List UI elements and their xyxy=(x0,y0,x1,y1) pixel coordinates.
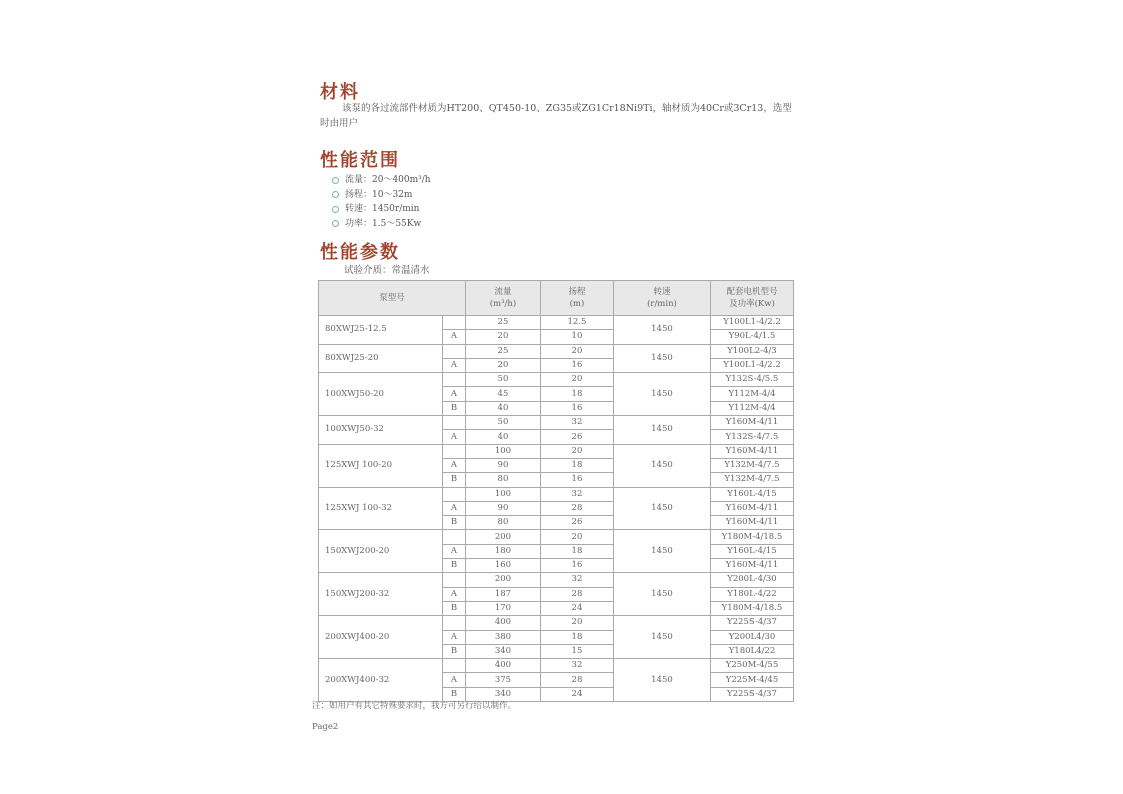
materials-text xyxy=(320,101,800,131)
model-cell: 150XWJ200-32 xyxy=(319,573,443,616)
flow-cell: 20 xyxy=(465,358,540,372)
head-cell: 32 xyxy=(540,487,613,501)
header-motor-label: 配套电机型号 xyxy=(726,287,778,297)
table-row xyxy=(319,344,794,358)
variant-cell: A xyxy=(442,458,465,472)
header-speed-unit: (r/min) xyxy=(647,299,677,309)
range-heading: 性能范围 xyxy=(320,150,400,171)
variant-cell: B xyxy=(442,687,465,701)
table-row xyxy=(319,530,794,544)
head-cell: 20 xyxy=(540,344,613,358)
motor-cell: Y200L-4/30 xyxy=(710,573,793,587)
range-item xyxy=(332,173,431,188)
speed-cell: 1450 xyxy=(613,416,710,445)
flow-cell: 100 xyxy=(465,444,540,458)
variant-cell: A xyxy=(442,387,465,401)
model-cell: 125XWJ 100-32 xyxy=(319,487,443,530)
flow-cell: 90 xyxy=(465,501,540,515)
table-header-row xyxy=(319,281,794,316)
range-item xyxy=(332,202,431,217)
bullet-circle-icon xyxy=(332,177,339,184)
table-row xyxy=(319,659,794,673)
model-cell: 200XWJ400-32 xyxy=(319,659,443,702)
table-row xyxy=(319,316,794,330)
motor-cell: Y100L2-4/3 xyxy=(710,344,793,358)
flow-cell: 380 xyxy=(465,630,540,644)
motor-cell: Y132S-4/5.5 xyxy=(710,373,793,387)
head-cell: 20 xyxy=(540,444,613,458)
bullet-circle-icon xyxy=(332,206,339,213)
range-item-text: 流量：20～400m³/h xyxy=(345,175,431,185)
head-cell: 28 xyxy=(540,501,613,515)
head-cell: 32 xyxy=(540,659,613,673)
head-cell: 24 xyxy=(540,687,613,701)
motor-cell: Y160L-4/15 xyxy=(710,544,793,558)
range-item xyxy=(332,217,431,232)
header-flow-unit: (m³/h) xyxy=(489,299,517,309)
materials-text-body: 该泵的各过流部件材质为HT200、QT450-10、ZG35或ZG1Cr18Ni9Ti，轴材质为40Cr或3Cr13，选型时由用户 xyxy=(320,103,792,129)
bullet-circle-icon xyxy=(332,220,339,227)
flow-cell: 400 xyxy=(465,659,540,673)
flow-cell: 170 xyxy=(465,601,540,615)
variant-cell: B xyxy=(442,473,465,487)
flow-cell: 90 xyxy=(465,458,540,472)
motor-cell: Y225S-4/37 xyxy=(710,616,793,630)
variant-cell: A xyxy=(442,630,465,644)
speed-cell: 1450 xyxy=(613,659,710,702)
variant-cell: A xyxy=(442,501,465,515)
head-cell: 12.5 xyxy=(540,316,613,330)
footnote: 注：如用户有其它特殊要求时，我方可另行给以制作。 xyxy=(312,701,517,711)
flow-cell: 400 xyxy=(465,616,540,630)
motor-cell: Y112M-4/4 xyxy=(710,387,793,401)
head-cell: 18 xyxy=(540,630,613,644)
motor-cell: Y160M-4/11 xyxy=(710,516,793,530)
head-cell: 16 xyxy=(540,559,613,573)
variant-cell: A xyxy=(442,358,465,372)
head-cell: 24 xyxy=(540,601,613,615)
head-cell: 26 xyxy=(540,516,613,530)
page-number: Page2 xyxy=(312,722,339,732)
header-model: 泵型号 xyxy=(319,281,466,316)
flow-cell: 50 xyxy=(465,373,540,387)
header-head-label: 扬程 xyxy=(568,287,586,297)
motor-cell: Y132S-4/7.5 xyxy=(710,430,793,444)
motor-cell: Y180M-4/18.5 xyxy=(710,530,793,544)
performance-table xyxy=(318,280,794,702)
range-item-text: 转速：1450r/min xyxy=(345,204,420,214)
head-cell: 10 xyxy=(540,330,613,344)
model-cell: 80XWJ25-12.5 xyxy=(319,316,443,345)
variant-cell: A xyxy=(442,673,465,687)
flow-cell: 50 xyxy=(465,416,540,430)
model-cell: 80XWJ25-20 xyxy=(319,344,443,373)
range-item-text: 扬程：10～32m xyxy=(345,189,413,200)
flow-cell: 340 xyxy=(465,644,540,658)
motor-cell: Y132M-4/7.5 xyxy=(710,473,793,487)
speed-cell: 1450 xyxy=(613,373,710,416)
motor-cell: Y160M-4/11 xyxy=(710,559,793,573)
variant-cell: B xyxy=(442,401,465,415)
variant-cell xyxy=(442,373,465,387)
speed-cell: 1450 xyxy=(613,573,710,616)
test-medium: 试验介质：常温清水 xyxy=(344,265,430,276)
table-row xyxy=(319,573,794,587)
variant-cell xyxy=(442,616,465,630)
model-cell: 125XWJ 100-20 xyxy=(319,444,443,487)
motor-cell: Y225S-4/37 xyxy=(710,687,793,701)
model-cell: 100XWJ50-32 xyxy=(319,416,443,445)
range-item xyxy=(332,188,431,203)
flow-cell: 187 xyxy=(465,587,540,601)
variant-cell: A xyxy=(442,430,465,444)
header-motor-unit: 及功率(Kw) xyxy=(729,299,775,309)
head-cell: 28 xyxy=(540,673,613,687)
model-cell: 150XWJ200-20 xyxy=(319,530,443,573)
head-cell: 16 xyxy=(540,358,613,372)
bullet-circle-icon xyxy=(332,191,339,198)
model-cell: 100XWJ50-20 xyxy=(319,373,443,416)
head-cell: 20 xyxy=(540,616,613,630)
variant-cell xyxy=(442,416,465,430)
materials-heading: 材料 xyxy=(320,82,360,103)
header-flow-label: 流量 xyxy=(494,287,512,297)
table-row xyxy=(319,616,794,630)
model-cell: 200XWJ400-20 xyxy=(319,616,443,659)
flow-cell: 375 xyxy=(465,673,540,687)
speed-cell: 1450 xyxy=(613,616,710,659)
head-cell: 16 xyxy=(540,401,613,415)
flow-cell: 20 xyxy=(465,330,540,344)
header-head-unit: (m) xyxy=(569,299,585,309)
head-cell: 20 xyxy=(540,373,613,387)
speed-cell: 1450 xyxy=(613,344,710,373)
flow-cell: 200 xyxy=(465,530,540,544)
motor-cell: Y160L-4/15 xyxy=(710,487,793,501)
motor-cell: Y180L-4/22 xyxy=(710,587,793,601)
motor-cell: Y225M-4/45 xyxy=(710,673,793,687)
variant-cell xyxy=(442,573,465,587)
range-list xyxy=(332,173,431,231)
motor-cell: Y180M-4/18.5 xyxy=(710,601,793,615)
header-motor xyxy=(710,281,793,316)
motor-cell: Y160M-4/11 xyxy=(710,501,793,515)
variant-cell: A xyxy=(442,587,465,601)
head-cell: 32 xyxy=(540,416,613,430)
variant-cell: B xyxy=(442,644,465,658)
motor-cell: Y160M-4/11 xyxy=(710,416,793,430)
speed-cell: 1450 xyxy=(613,487,710,530)
table-row xyxy=(319,487,794,501)
flow-cell: 180 xyxy=(465,544,540,558)
variant-cell xyxy=(442,344,465,358)
flow-cell: 80 xyxy=(465,516,540,530)
flow-cell: 160 xyxy=(465,559,540,573)
header-head xyxy=(540,281,613,316)
variant-cell: B xyxy=(442,559,465,573)
header-speed xyxy=(613,281,710,316)
motor-cell: Y100L1-4/2.2 xyxy=(710,358,793,372)
speed-cell: 1450 xyxy=(613,444,710,487)
motor-cell: Y100L1-4/2.2 xyxy=(710,316,793,330)
head-cell: 18 xyxy=(540,387,613,401)
head-cell: 15 xyxy=(540,644,613,658)
head-cell: 20 xyxy=(540,530,613,544)
flow-cell: 40 xyxy=(465,430,540,444)
flow-cell: 25 xyxy=(465,344,540,358)
motor-cell: Y112M-4/4 xyxy=(710,401,793,415)
head-cell: 28 xyxy=(540,587,613,601)
variant-cell: B xyxy=(442,516,465,530)
speed-cell: 1450 xyxy=(613,530,710,573)
range-item-text: 功率：1.5～55Kw xyxy=(345,218,422,229)
head-cell: 32 xyxy=(540,573,613,587)
flow-cell: 80 xyxy=(465,473,540,487)
variant-cell xyxy=(442,487,465,501)
flow-cell: 45 xyxy=(465,387,540,401)
flow-cell: 200 xyxy=(465,573,540,587)
motor-cell: Y200L4/30 xyxy=(710,630,793,644)
variant-cell: B xyxy=(442,601,465,615)
flow-cell: 25 xyxy=(465,316,540,330)
motor-cell: Y132M-4/7.5 xyxy=(710,458,793,472)
variant-cell xyxy=(442,659,465,673)
speed-cell: 1450 xyxy=(613,316,710,345)
header-speed-label: 转速 xyxy=(653,287,671,297)
table-body xyxy=(319,316,794,702)
flow-cell: 100 xyxy=(465,487,540,501)
flow-cell: 40 xyxy=(465,401,540,415)
table-row xyxy=(319,444,794,458)
motor-cell: Y160M-4/11 xyxy=(710,444,793,458)
variant-cell xyxy=(442,316,465,330)
variant-cell xyxy=(442,530,465,544)
header-flow xyxy=(465,281,540,316)
variant-cell: A xyxy=(442,544,465,558)
table-row xyxy=(319,416,794,430)
motor-cell: Y180L4/22 xyxy=(710,644,793,658)
params-heading: 性能参数 xyxy=(320,242,400,263)
variant-cell: A xyxy=(442,330,465,344)
flow-cell: 340 xyxy=(465,687,540,701)
motor-cell: Y90L-4/1.5 xyxy=(710,330,793,344)
table-row xyxy=(319,373,794,387)
motor-cell: Y250M-4/55 xyxy=(710,659,793,673)
head-cell: 16 xyxy=(540,473,613,487)
variant-cell xyxy=(442,444,465,458)
head-cell: 18 xyxy=(540,458,613,472)
head-cell: 26 xyxy=(540,430,613,444)
head-cell: 18 xyxy=(540,544,613,558)
